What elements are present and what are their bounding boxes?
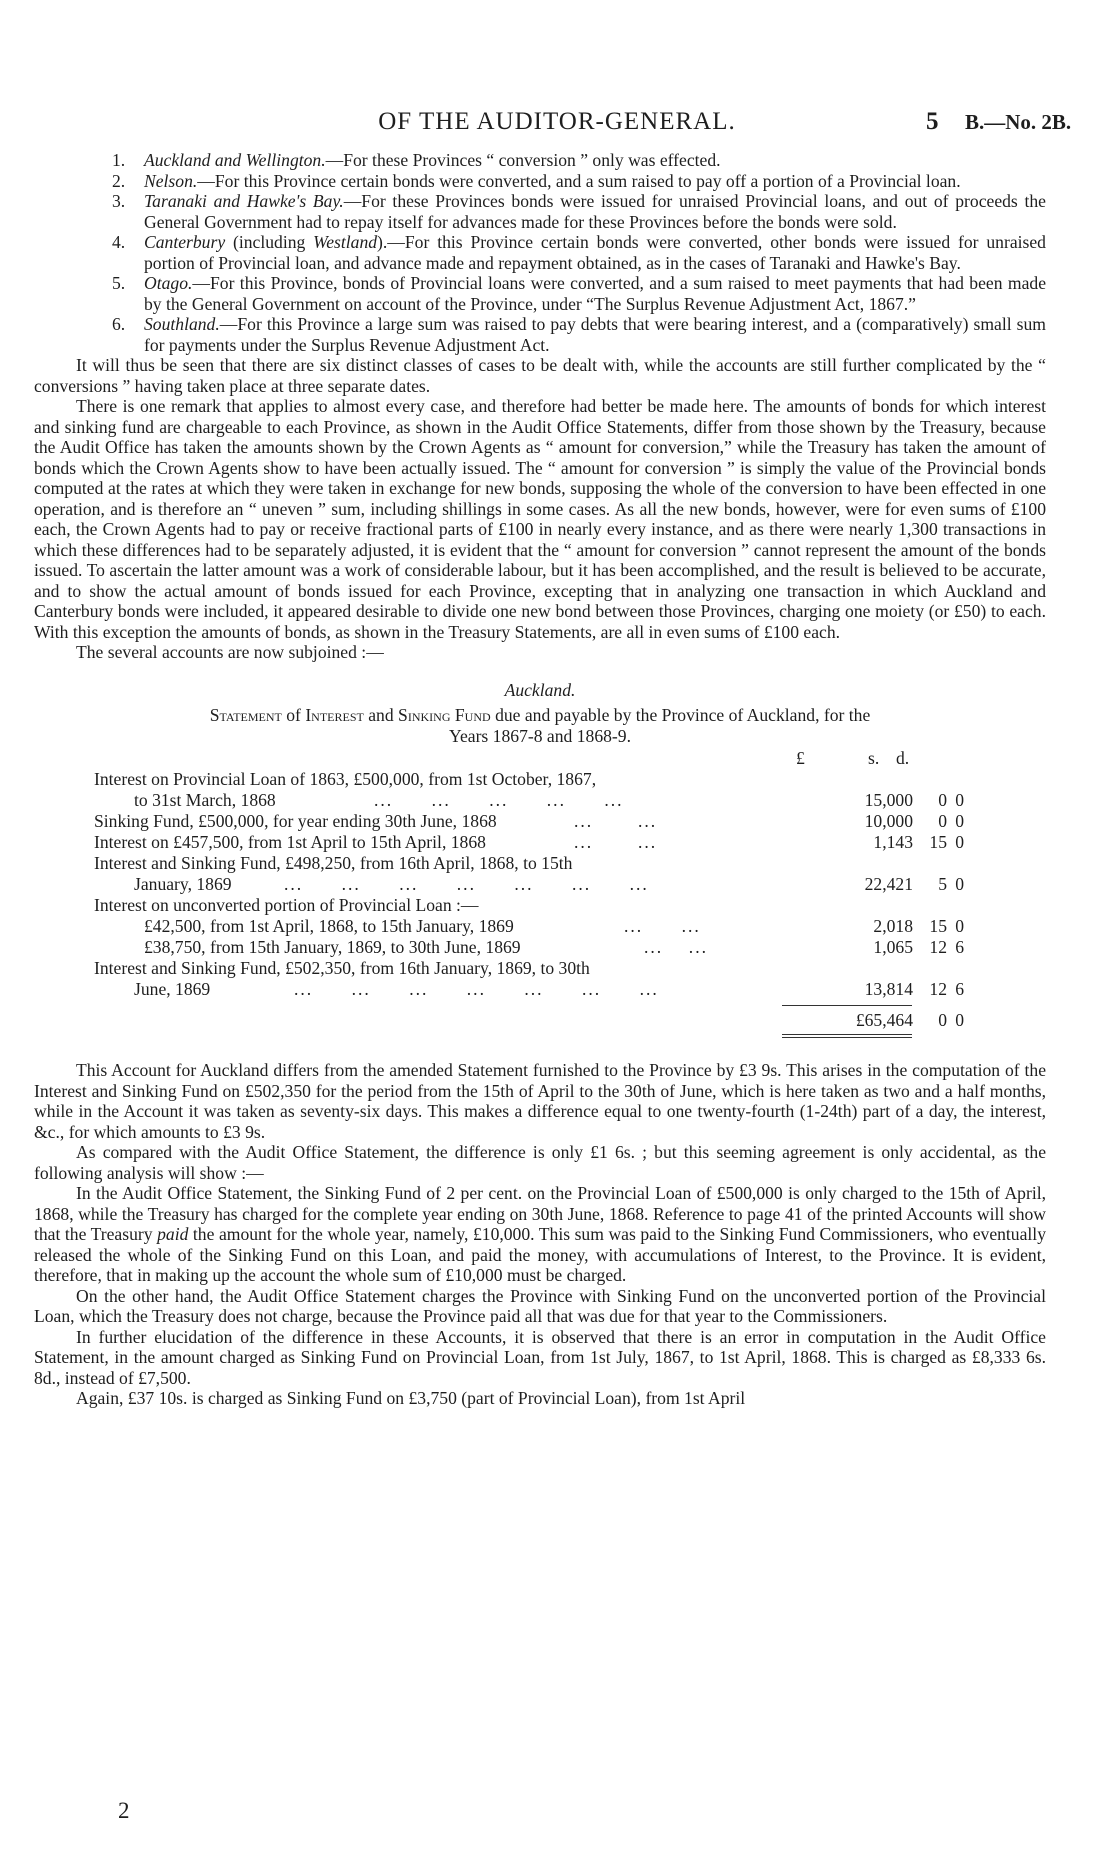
item-number: 4. [112,232,126,252]
item-heading: Otago. [144,273,193,293]
paragraph: It will thus be seen that there are six distinct classes of cases to be dealt with, while the accounts are still further complicated by the “ conversions ” having taken place at three separate dates. [34,355,1046,396]
item-text: —For this Province, bonds of Provincial loans were converted, and a sum raised to meet payments that had been made by the General Government on account of the Province, under “The Surplus Revenue Adjustment Act, 1867.” [144,273,1046,314]
row-description: Interest on Provincial Loan of 1863, £500,000, from 1st October, 1867, [94,769,597,789]
statement-title-text: of [281,705,306,725]
statement-title-text: and [363,705,399,725]
leader-dots: ... ... [574,811,658,831]
total-rule [782,1005,912,1006]
row-amount-shillings: 15 [929,832,947,852]
list-item [34,273,1046,314]
item-text: —For these Provinces bonds were issued for unraised Provincial loans, and out of proceeds the General Government had to repay itself for advances made for these Provinces before the bonds were sold. [144,191,1046,232]
item-heading: Westland [313,232,378,252]
row-amount-pounds: 15,000 [864,790,913,810]
leader-dots: ... ... [624,916,701,936]
leader-dots: ... ... ... ... ... ... ... [294,979,659,999]
row-amount-pounds: 1,143 [873,832,913,852]
item-text: (including [225,232,314,252]
row-amount-pounds: 22,421 [864,874,913,894]
row-amount-shillings: 0 [938,811,947,831]
total-amount-shillings: 0 [938,1010,947,1030]
table-row [34,853,1046,874]
item-text: ).—For this Province certain bonds were converted, other bonds were issued for unraised portion of Provincial loan, and advance made and repayment obtained, as in the cases of Taranaki and Hawke's Bay. [144,232,1046,273]
row-amount-pence: 0 [955,811,964,831]
page-number: 5 [926,108,939,135]
item-heading: Southland. [144,314,220,334]
item-heading: Canterbury [144,232,226,252]
row-amount-pence: 6 [955,937,964,957]
paragraph: There is one remark that applies to almost every case, and therefore had better be made here. The amounts of bonds for which interest and sinking fund are chargeable to each Province, as shown in the Audit Office Statements, differ from those shown by the Treasury, because the Audit Office has taken the amounts shown by the Crown Agents as “ amount for conversion,” while the Treasury has taken the amount of bonds which the Crown Agents show to have been actually issued. The “ amount for conversion ” is simply the value of the Provincial bonds computed at the rates at which they were taken in exchange for new bonds, supposing the whole of the conversion to have been effected in one operation, and is therefore an “ uneven ” sum, including shillings in some cases. As all the new bonds, however, were for even sums of £100 each, the Crown Agents had to pay or receive fractional parts of £100 in nearly every instance, and as there were nearly 1,300 transactions in which these differences had to be separately adjusted, it is evident that the “ amount for conversion ” cannot represent the amount of the bonds issued. To ascertain the latter amount was a work of considerable labour, but it has been accomplished, and the result is believed to be accurate, and to show the actual amount of bonds issued for each Province, excepting that in analyzing one transaction in which Auckland and Canterbury bonds were included, it appeared desirable to divide one new bond between those Provinces, charging one moiety (or £50) to each. With this exception the amounts of bonds, as shown in the Treasury Statements, are all in even sums of £100 each. [34,396,1046,642]
list-item [34,150,1046,171]
statement-title-word: Sinking Fund [398,705,491,725]
table-row [34,769,1046,790]
item-number: 1. [112,150,126,170]
table-row [34,979,1046,1000]
row-amount-pounds: 13,814 [864,979,913,999]
row-description: Interest and Sinking Fund, £498,250, from 16th April, 1868, to 15th [94,853,573,873]
row-description: Sinking Fund, £500,000, for year ending 30th June, 1868 [94,811,497,831]
row-description: to 31st March, 1868 [134,790,276,810]
statement-table [34,748,1046,1038]
table-row [34,874,1046,895]
row-amount-pence: 0 [955,790,964,810]
table-row [34,811,1046,832]
row-amount-shillings: 12 [929,937,947,957]
row-description: June, 1869 [134,979,211,999]
row-description: Interest and Sinking Fund, £502,350, from 16th January, 1869, to 30th [94,958,590,978]
statement-title [34,705,1046,746]
row-description: January, 1869 [134,874,232,894]
list-item [34,232,1046,273]
item-number: 5. [112,273,126,293]
running-title: OF THE AUDITOR-GENERAL. [378,108,736,135]
row-description: £38,750, from 15th January, 1869, to 30th June, 1869 [144,937,521,957]
paragraph: On the other hand, the Audit Office Statement charges the Province with Sinking Fund on the unconverted portion of the Provincial Loan, which the Treasury does not charge, because the Province paid all that was due for that year to the Commissioners. [34,1285,1046,1326]
section-title: Auckland. [504,679,576,700]
table-row [34,916,1046,937]
total-double-rule [782,1034,912,1035]
column-header-shillings: s. [868,748,880,768]
item-text: —For this Province a large sum was raised to pay debts that were bearing interest, and a (comparatively) small sum for payments under the Surplus Revenue Adjustment Act. [144,314,1046,355]
table-row [34,832,1046,853]
statement-title-word: Statement [209,705,282,725]
item-text: —For this Province certain bonds were converted, and a sum raised to pay off a portion of a Provincial loan. [197,170,961,191]
document-reference: B.—No. 2B. [965,110,1072,134]
row-amount-pence: 6 [955,979,964,999]
list-item [34,171,1046,192]
body-text [34,150,1046,1409]
statement-title-word: Interest [305,705,364,725]
paragraph: The several accounts are now subjoined :— [76,642,384,662]
paragraph: In further elucidation of the difference in these Accounts, it is observed that there is an error in computation in the Audit Office Statement, in the amount charged as Sinking Fund on Provincial Loan, from 1st July, 1867, to 1st April, 1868. This is charged as £8,333 6s. 8d., instead of £7,500. [34,1326,1046,1388]
item-number: 2. [112,170,126,191]
total-amount-pence: 0 [955,1010,964,1030]
list-item [34,191,1046,232]
item-heading: Auckland and Wellington. [144,150,326,170]
total-row [34,1010,1046,1031]
item-heading: Taranaki and Hawke's Bay. [144,191,344,211]
row-amount-pounds: 10,000 [864,811,913,831]
table-row [34,895,1046,916]
row-amount-shillings: 12 [929,979,947,999]
total-amount-pounds: £65,464 [855,1010,913,1030]
statement-title-years: Years 1867-8 and 1868-9. [449,725,631,746]
signature-mark: 2 [118,1798,130,1823]
row-description: Interest on £457,500, from 1st April to 15th April, 1868 [94,832,486,852]
row-amount-pence: 0 [955,916,964,936]
table-row [34,790,1046,811]
paragraph: This Account for Auckland differs from the amended Statement furnished to the Province by £3 9s. This arises in the computation of the Interest and Sinking Fund on £502,350 for the period from the 15th of April to the 30th of June, which is here taken as two and a half months, while in the Account it was taken as seventy-six days. This makes a difference equal to one twenty-fourth (1-24th) part of a day, the interest, &c., for which amounts to £3 9s. [34,1060,1046,1142]
row-amount-pence: 0 [955,874,964,894]
table-row [34,937,1046,958]
leader-dots: ... ... ... ... ... ... ... [284,874,649,894]
leader-dots: ... ... [574,832,658,852]
row-description: £42,500, from 1st April, 1868, to 15th January, 1869 [144,916,514,936]
row-amount-shillings: 15 [929,916,947,936]
total-double-rule [782,1037,912,1038]
row-amount-shillings: 0 [938,790,947,810]
item-text: —For these Provinces “ conversion ” only was effected. [325,150,721,170]
row-amount-pounds: 2,018 [873,916,913,936]
row-amount-shillings: 5 [938,874,947,894]
item-number: 3. [112,191,126,211]
paragraph: Again, £37 10s. is charged as Sinking Fund on £3,750 (part of Provincial Loan), from 1st April [76,1388,746,1408]
statement-title-text: due and payable by the Province of Auckland, for the [490,705,871,725]
row-amount-pence: 0 [955,832,964,852]
item-number: 6. [112,314,126,334]
row-amount-pounds: 1,065 [873,937,913,957]
leader-dots: ... ... ... ... ... [374,790,624,810]
table-header-row [34,748,1046,769]
paragraph [34,1183,1046,1286]
paragraph: As compared with the Audit Office Statement, the difference is only £1 6s. ; but this seeming agreement is only accidental, as the following analysis will show :— [34,1142,1046,1183]
table-row [34,958,1046,979]
leader-dots: ... ... [644,937,708,957]
column-header-pence: d. [896,748,910,768]
paragraph-text: the amount for the whole year, namely, £10,000. This sum was paid to the Sinking Fund Commissioners, who eventually released the whole of the Sinking Fund on this Loan, and paid the money, with accumulations of Interest, to the Province. It is evident, therefore, that in making up the account the whole sum of £10,000 must be charged. [34,1224,1046,1285]
column-header-pounds: £ [796,748,805,768]
paragraph-text: In the Audit Office Statement, the Sinking Fund of 2 per cent. on the Provincial Loan of £500,000 is only charged to the 15th of April, 1868, while the Treasury has charged for the complete year ending on 30th June, 1868. Reference to page 41 of the printed Accounts will show that the Treasury [34,1183,1046,1244]
row-description: Interest on unconverted portion of Provincial Loan :— [94,895,479,915]
emphasis-text: paid [157,1224,189,1244]
list-item [34,314,1046,355]
item-heading: Nelson. [144,170,198,191]
